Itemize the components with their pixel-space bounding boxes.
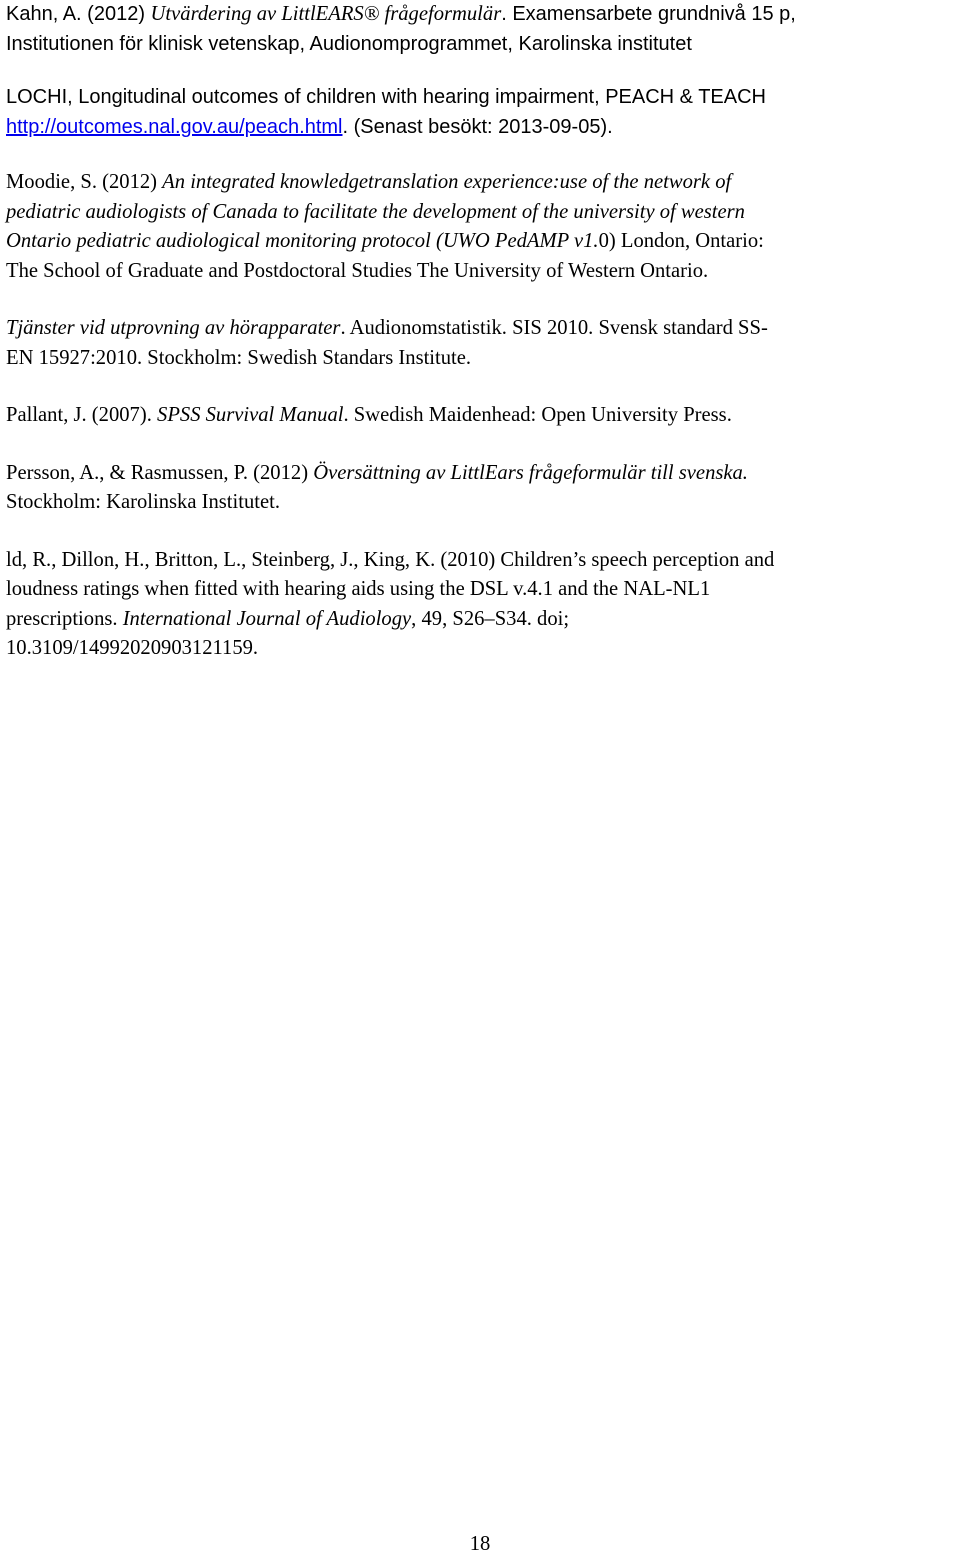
- reference-text: 10.3109/14992020903121159.: [6, 637, 259, 659]
- reference-line: [6, 83, 956, 113]
- reference-title: Tjänster vid utprovning av hörapparater: [6, 317, 341, 339]
- reference-title: pediatric audiologists of Canada to facilitate the development of the university of western: [6, 200, 745, 223]
- reference-line: [6, 488, 956, 518]
- page-number: 18: [469, 1533, 491, 1555]
- reference-line: [6, 314, 956, 344]
- reference-dillon: [6, 546, 956, 664]
- reference-title: Översättning av LittlEars frågeformulär till svenska.: [313, 461, 748, 484]
- reference-url-link[interactable]: http://outcomes.nal.gov.au/peach.html: [6, 115, 343, 138]
- reference-title: Ontario pediatric audiological monitoring protocol (UWO PedAMP v1.: [6, 230, 599, 252]
- reference-text: Pallant, J. (2007).: [6, 404, 158, 426]
- reference-title: International Journal of Audiology: [122, 607, 412, 630]
- reference-line: [6, 198, 956, 228]
- reference-text: The School of Graduate and Postdoctoral Studies The University of Western Ontario.: [6, 259, 709, 282]
- reference-line: [6, 634, 956, 664]
- reference-text: loudness ratings when fitted with hearing aids using the DSL v.4.1 and the NAL-NL1: [6, 578, 711, 600]
- reference-text: Persson, A., & Rasmussen, P. (2012): [6, 461, 314, 484]
- reference-line: [6, 168, 956, 198]
- reference-text: . Swedish Maidenhead: Open University Press.: [343, 404, 732, 426]
- reference-line: [6, 30, 956, 60]
- reference-persson: [6, 459, 956, 518]
- reference-moodie: [6, 168, 956, 286]
- reference-title: An integrated knowledgetranslation experience:use of the network of: [162, 171, 732, 193]
- reference-line: [6, 546, 956, 576]
- reference-text: Moodie, S. (2012): [6, 171, 163, 193]
- reference-text: EN 15927:2010. Stockholm: Swedish Standars Institute.: [6, 346, 472, 369]
- reference-line: [6, 257, 956, 287]
- reference-line: [6, 113, 956, 143]
- reference-text: Stockholm: Karolinska Institutet.: [6, 491, 280, 513]
- reference-sis: [6, 314, 956, 373]
- reference-text: Kahn, A. (2012): [6, 3, 151, 25]
- reference-line: [6, 459, 956, 489]
- reference-text: ld, R., Dillon, H., Britton, L., Steinberg, J., King, K. (2010) Children’s speech perception and: [6, 548, 775, 571]
- reference-text: . Audionomstatistik. SIS 2010. Svensk standard SS-: [340, 317, 768, 339]
- reference-kahn: [6, 0, 956, 59]
- reference-line: [6, 605, 956, 635]
- reference-line: [6, 575, 956, 605]
- reference-lochi: [6, 83, 956, 142]
- reference-line: [6, 227, 956, 257]
- reference-text: . Examensarbete grundnivå 15 p,: [501, 3, 796, 25]
- reference-pallant: [6, 401, 956, 431]
- reference-line: [6, 401, 956, 431]
- reference-line: [6, 0, 956, 30]
- reference-line: [6, 344, 956, 374]
- reference-text: LOCHI, Longitudinal outcomes of children with hearing impairment, PEACH & TEACH: [6, 86, 766, 108]
- reference-text: Institutionen för klinisk vetenskap, Audionomprogrammet, Karolinska institutet: [6, 32, 692, 55]
- reference-text: , 49, S26–S34. doi;: [411, 607, 570, 630]
- reference-text: 0) London, Ontario:: [598, 230, 764, 252]
- reference-title: SPSS Survival Manual: [157, 404, 344, 426]
- reference-text: . (Senast besökt: 2013-09-05).: [342, 115, 613, 138]
- reference-title: Utvärdering av LittlEARS® frågeformulär: [150, 3, 502, 25]
- reference-list: [6, 0, 956, 692]
- reference-text: prescriptions.: [6, 607, 123, 630]
